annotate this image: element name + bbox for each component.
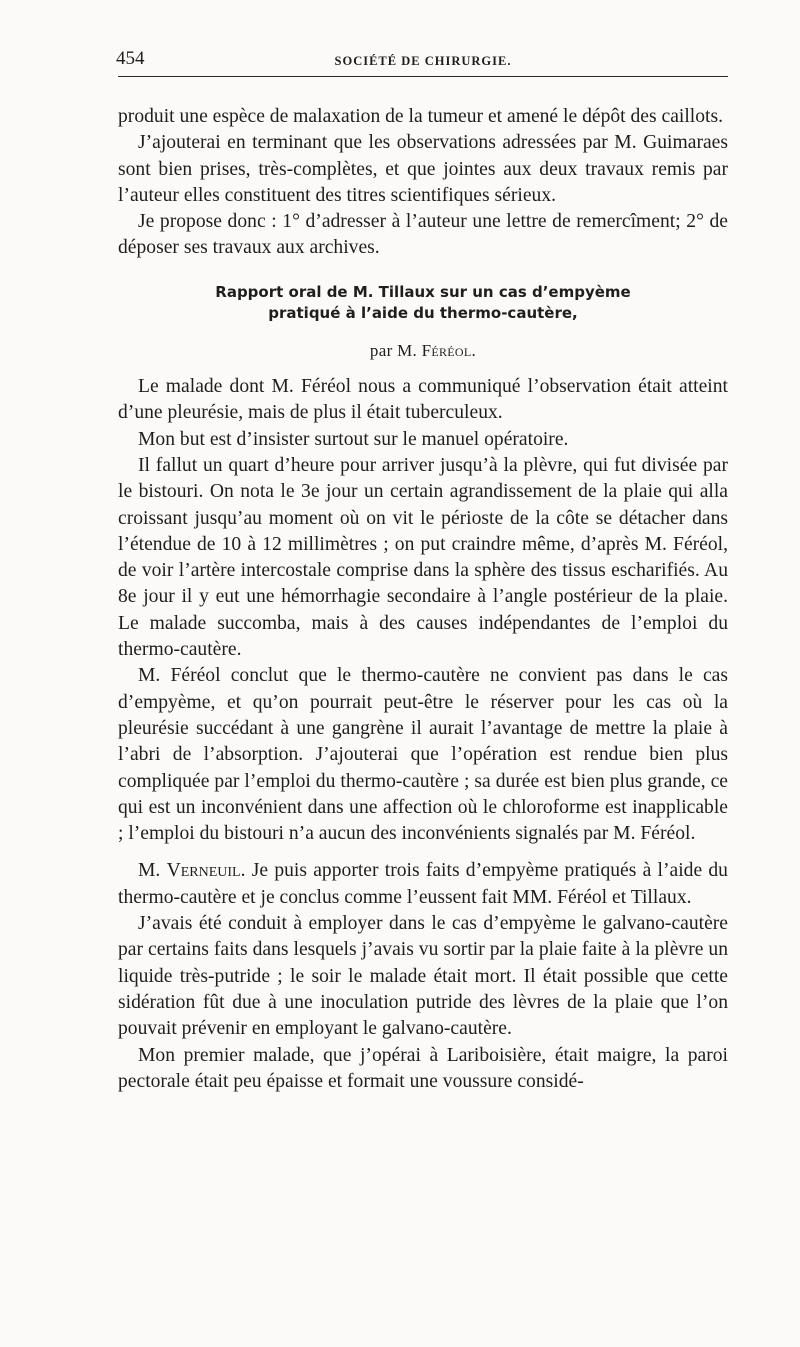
paragraph: Mon but est d’insister surtout sur le manuel opératoire.	[138, 428, 569, 450]
section-gap	[118, 847, 728, 858]
byline-author: Féréol.	[421, 340, 477, 360]
paragraph: Je propose donc : 1° d’adresser à l’auteur une lettre de remercîment; 2° de déposer ses travaux aux archives.	[118, 211, 728, 259]
document-page	[118, 48, 728, 1095]
byline-prefix: par M.	[369, 340, 422, 360]
report-title-line-1: Rapport oral de M. Tillaux sur un cas d’empyème	[215, 282, 631, 301]
report-title-line-2: pratiqué à l’aide du thermo-cautère,	[268, 303, 578, 322]
report-byline	[118, 338, 728, 364]
discussion-text: Je puis apporter trois faits d’empyème pratiqués à l’aide du thermo-cautère et je conclus comme l’eussent fait MM. Féréol et Tillaux.	[118, 860, 728, 908]
paragraph: Le malade dont M. Féréol nous a communiqué l’observation était atteint d’une pleurésie, mais de plus il était tuberculeux.	[118, 376, 728, 424]
body-text	[118, 104, 728, 1095]
speaker-name: Verneuil.	[166, 860, 246, 882]
report-heading	[118, 282, 728, 364]
paragraph: Il fallut un quart d’heure pour arriver jusqu’à la plèvre, qui fut divisée par le bistouri. On nota le 3e jour un certain agrandissement de la plaie qui alla croissant jusqu’au moment où on vit le périoste de la côte se détacher dans l’étendue de 10 à 12 millimètres ; on put craindre même, d’après M. Féréol, de voir l’artère intercostale comprise dans la sphère des tissus escharifiés. Au 8e jour il y eut une hémorrhagie secondaire à l’angle postérieur de la plaie. Le malade succomba, mais à des causes indépendantes de l’emploi du thermo-cautère.	[118, 454, 728, 661]
paragraph: J’ajouterai en terminant que les observations adressées par M. Guimaraes sont bien prises, très-complètes, et que jointes aux deux travaux remis par l’auteur elles constituent des titres scientifiques sérieux.	[118, 132, 728, 206]
discussion-paragraph	[118, 858, 728, 911]
paragraph-continuation: produit une espèce de malaxation de la tumeur et amené le dépôt des caillots.	[118, 106, 724, 127]
page-number: 454	[116, 48, 145, 69]
speaker-prefix: M.	[138, 860, 167, 882]
paragraph: M. Féréol conclut que le thermo-cautère ne convient pas dans le cas d’empyème, et qu’on pourrait peut-être le réserver pour les cas où la pleurésie succédant à une gangrène il aurait l’avantage de mettre la plaie à l’abri de l’absorption. J’ajouterai que l’opération est rendue bien plus compliquée par l’emploi du thermo-cautère ; sa durée est bien plus grande, ce qui est un inconvénient dans une affection où le chloroforme est inapplicable ; l’emploi du bistouri n’a aucun des inconvénients signalés par M. Féréol.	[118, 665, 728, 845]
paragraph: J’avais été conduit à employer dans le cas d’empyème le galvano-cautère par certains faits dans lesquels j’avais vu sortir par la plaie faite à la plèvre un liquide très-putride ; le soir le malade était mort. Il était possible que cette sidération fût due à une inoculation putride des lèvres de la plaie que l’on pouvait prévenir en employant le galvano-cautère.	[118, 913, 728, 1040]
paragraph: Mon premier malade, que j’opérai à Lariboisière, était maigre, la paroi pectorale était peu épaisse et formait une voussure considé-	[118, 1044, 728, 1092]
running-header	[118, 48, 728, 77]
journal-title: SOCIÉTÉ DE CHIRURGIE.	[334, 54, 512, 68]
